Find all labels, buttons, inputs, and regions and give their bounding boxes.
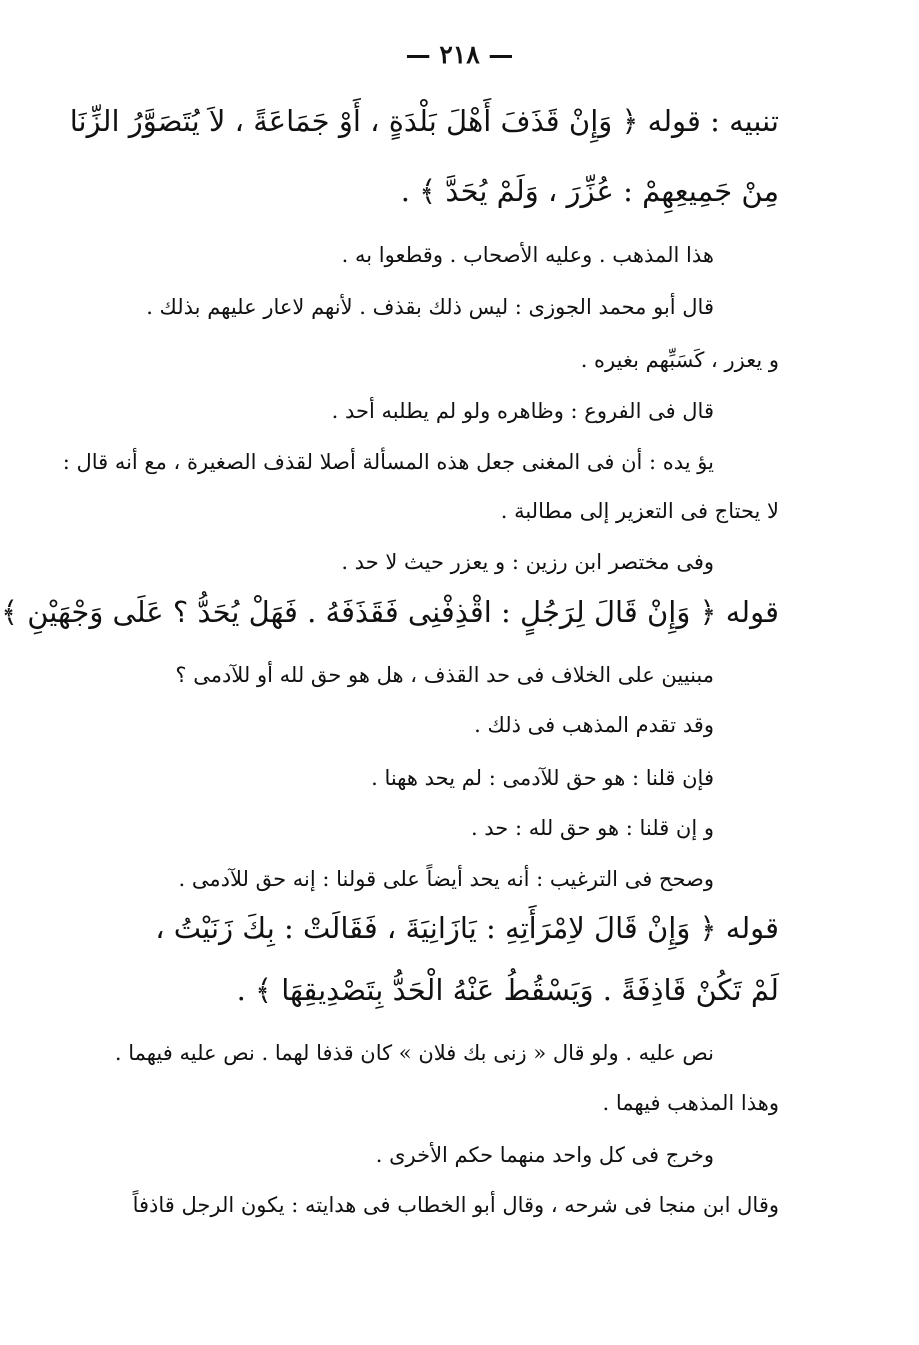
text-line: مِنْ جَمِيعِهِمْ : عُزِّرَ ، وَلَمْ يُحَدَّ ﴾ . bbox=[400, 174, 779, 208]
text-line: لَمْ تَكُنْ قَاذِفَةً . وَيَسْقُطُ عَنْهُ الْحَدُّ بِتَصْدِيقِهَا ﴾ . bbox=[236, 973, 779, 1007]
text-line: وقال ابن منجا فى شرحه ، وقال أبو الخطاب فى هدايته : يكون الرجل قاذفاً bbox=[132, 1193, 779, 1217]
text-line: نص عليه . ولو قال « زنى بك فلان » كان قذفا لهما . نص عليه فيهما . bbox=[114, 1041, 714, 1065]
text-line: لا يحتاج فى التعزير إلى مطالبة . bbox=[500, 499, 779, 523]
text-line: وصحح فى الترغيب : أنه يحد أيضاً على قولنا : إنه حق للآدمى . bbox=[178, 867, 714, 891]
text-line: و يعزر ، كَسَبِّهم بغيره . bbox=[580, 348, 779, 372]
text-line: وفى مختصر ابن رزين : و يعزر حيث لا حد . bbox=[341, 550, 714, 574]
text-line: قال فى الفروع : وظاهره ولو لم يطلبه أحد . bbox=[331, 399, 714, 423]
text-line: يؤ يده : أن فى المغنى جعل هذه المسألة أصلا لقذف الصغيرة ، مع أنه قال : bbox=[62, 450, 714, 474]
text-line: وخرج فى كل واحد منهما حكم الأخرى . bbox=[375, 1143, 714, 1167]
text-line: فإن قلنا : هو حق للآدمى : لم يحد ههنا . bbox=[371, 766, 714, 790]
text-line: وهذا المذهب فيهما . bbox=[602, 1091, 779, 1115]
text-line: مبنيين على الخلاف فى حد القذف ، هل هو حق لله أو للآدمى ؟ bbox=[175, 663, 714, 687]
text-line: و إن قلنا : هو حق لله : حد . bbox=[470, 816, 714, 840]
text-line: هذا المذهب . وعليه الأصحاب . وقطعوا به . bbox=[341, 243, 714, 267]
text-line: تنبيه : قوله ﴿ وَإِنْ قَذَفَ أَهْلَ بَلْدَةٍ ، أَوْ جَمَاعَةً ، لاَ يُتَصَوَّرُ الزِّنَا bbox=[69, 104, 779, 138]
text-line: قوله ﴿ وَإِنْ قَالَ لِرَجُلٍ : اقْذِفْنِى فَقَذَفَهُ . فَهَلْ يُحَدُّ ؟ عَلَى وَجْهَيْنِ ﴾ bbox=[0, 595, 779, 629]
text-line: قوله ﴿ وَإِنْ قَالَ لاِمْرَأَتِهِ : يَازَانِيَةَ ، فَقَالَتْ : بِكَ زَنَيْتُ ، bbox=[155, 911, 779, 945]
page-number: — ٢١٨ — bbox=[405, 40, 514, 69]
text-line: وقد تقدم المذهب فى ذلك . bbox=[474, 713, 714, 737]
text-line: قال أبو محمد الجوزى : ليس ذلك بقذف . لأنهم لاعار عليهم بذلك . bbox=[146, 295, 714, 319]
